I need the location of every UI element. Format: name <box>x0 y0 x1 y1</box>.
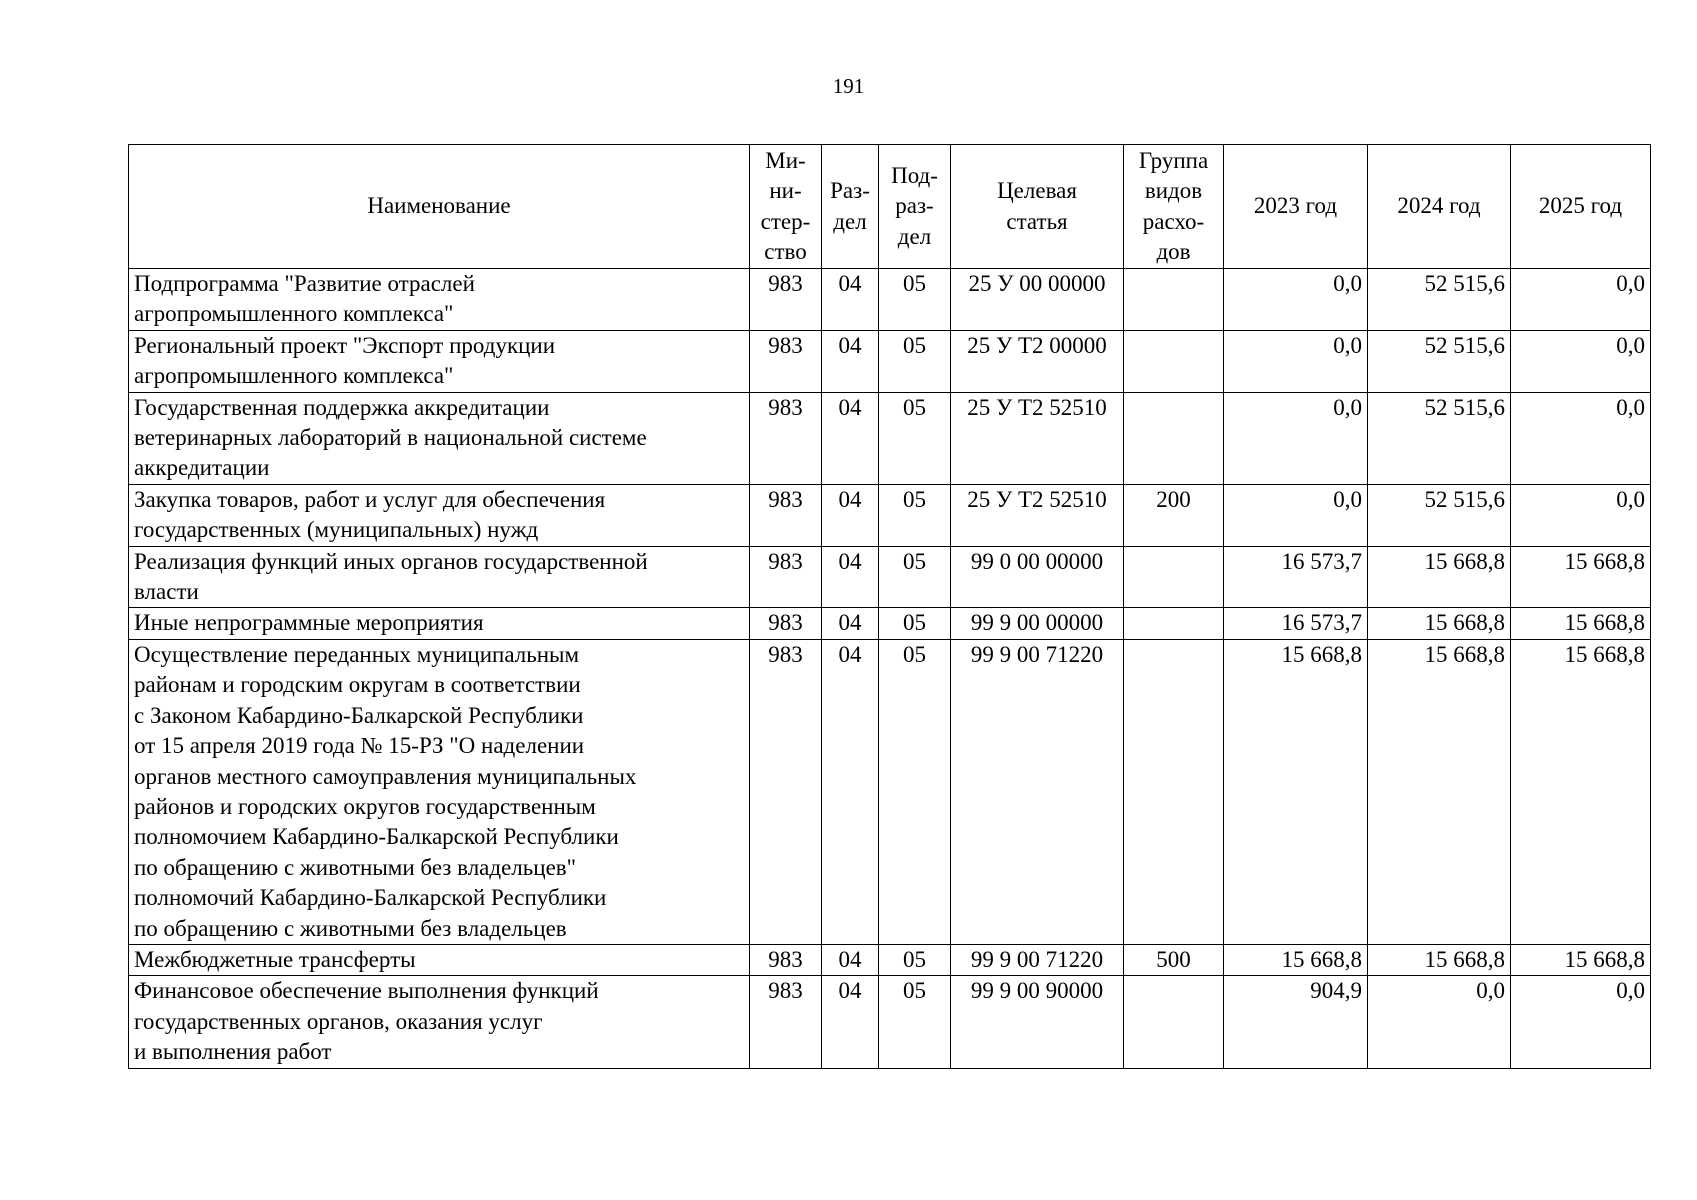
row-2023: 0,0 <box>1224 484 1368 546</box>
row-section: 04 <box>822 608 879 639</box>
row-2024: 52 515,6 <box>1368 269 1511 331</box>
page-number: 191 <box>832 74 865 98</box>
row-group: 200 <box>1124 484 1224 546</box>
row-target: 25 У Т2 00000 <box>951 330 1124 392</box>
row-ministry: 983 <box>750 976 822 1068</box>
row-subsection: 05 <box>879 639 951 944</box>
row-name: Иные непрограммные мероприятия <box>129 608 750 639</box>
row-target: 99 9 00 90000 <box>951 976 1124 1068</box>
row-2025: 15 668,8 <box>1511 546 1651 608</box>
row-subsection: 05 <box>879 330 951 392</box>
header-2025: 2025 год <box>1511 145 1651 269</box>
header-2024: 2024 год <box>1368 145 1511 269</box>
row-2024: 52 515,6 <box>1368 392 1511 484</box>
row-group <box>1124 976 1224 1068</box>
row-group <box>1124 330 1224 392</box>
row-ministry: 983 <box>750 392 822 484</box>
row-ministry: 983 <box>750 608 822 639</box>
row-ministry: 983 <box>750 639 822 944</box>
row-ministry: 983 <box>750 269 822 331</box>
row-2024: 15 668,8 <box>1368 608 1511 639</box>
row-ministry: 983 <box>750 944 822 975</box>
row-section: 04 <box>822 392 879 484</box>
budget-table <box>128 144 1651 1069</box>
row-2023: 0,0 <box>1224 330 1368 392</box>
row-name: Подпрограмма "Развитие отраслей агропромышленного комплекса" <box>129 269 750 331</box>
row-2023: 16 573,7 <box>1224 608 1368 639</box>
row-section: 04 <box>822 976 879 1068</box>
row-2024: 15 668,8 <box>1368 944 1511 975</box>
table-header <box>129 145 1651 269</box>
row-target: 99 0 00 00000 <box>951 546 1124 608</box>
row-2023: 0,0 <box>1224 392 1368 484</box>
row-target: 99 9 00 71220 <box>951 944 1124 975</box>
row-ministry: 983 <box>750 546 822 608</box>
row-2023: 0,0 <box>1224 269 1368 331</box>
table-row <box>129 392 1651 484</box>
table-row <box>129 484 1651 546</box>
row-target: 99 9 00 71220 <box>951 639 1124 944</box>
row-section: 04 <box>822 639 879 944</box>
row-group <box>1124 639 1224 944</box>
row-target: 99 9 00 00000 <box>951 608 1124 639</box>
row-target: 25 У Т2 52510 <box>951 392 1124 484</box>
table-row <box>129 976 1651 1068</box>
row-name: Реализация функций иных органов государственной власти <box>129 546 750 608</box>
row-2024: 0,0 <box>1368 976 1511 1068</box>
header-section: Раз- дел <box>822 145 879 269</box>
row-subsection: 05 <box>879 546 951 608</box>
row-2025: 0,0 <box>1511 330 1651 392</box>
row-subsection: 05 <box>879 392 951 484</box>
row-section: 04 <box>822 546 879 608</box>
header-expense-group: Группа видов расхо- дов <box>1124 145 1224 269</box>
row-group <box>1124 392 1224 484</box>
row-2024: 52 515,6 <box>1368 484 1511 546</box>
row-2023: 904,9 <box>1224 976 1368 1068</box>
row-2025: 0,0 <box>1511 269 1651 331</box>
row-section: 04 <box>822 484 879 546</box>
table-row <box>129 944 1651 975</box>
row-target: 25 У Т2 52510 <box>951 484 1124 546</box>
header-2023: 2023 год <box>1224 145 1368 269</box>
table-body <box>129 269 1651 1069</box>
row-2025: 15 668,8 <box>1511 608 1651 639</box>
row-name: Закупка товаров, работ и услуг для обеспечения государственных (муниципальных) нужд <box>129 484 750 546</box>
row-group <box>1124 608 1224 639</box>
row-group <box>1124 269 1224 331</box>
row-subsection: 05 <box>879 269 951 331</box>
row-2023: 15 668,8 <box>1224 944 1368 975</box>
row-subsection: 05 <box>879 944 951 975</box>
row-subsection: 05 <box>879 484 951 546</box>
row-name: Региональный проект "Экспорт продукции агропромышленного комплекса" <box>129 330 750 392</box>
header-target: Целевая статья <box>951 145 1124 269</box>
row-2025: 15 668,8 <box>1511 639 1651 944</box>
row-group: 500 <box>1124 944 1224 975</box>
header-name: Наименование <box>129 145 750 269</box>
table-row <box>129 546 1651 608</box>
row-2025: 0,0 <box>1511 976 1651 1068</box>
table-row <box>129 269 1651 331</box>
row-ministry: 983 <box>750 484 822 546</box>
row-ministry: 983 <box>750 330 822 392</box>
row-2024: 15 668,8 <box>1368 639 1511 944</box>
row-group <box>1124 546 1224 608</box>
row-2025: 0,0 <box>1511 484 1651 546</box>
row-subsection: 05 <box>879 608 951 639</box>
header-row <box>129 145 1651 269</box>
table-row <box>129 639 1651 944</box>
row-name: Осуществление переданных муниципальным районам и городским округам в соответствии с Законом Кабардино-Балкарской Республики от 15 апреля 2019 года № 15-РЗ "О наделении органов местного самоуправления муниципальных районов и городских округов государственным полномочием Кабардино-Балкарской Республики по обращению с животными без владельцев" полномочий Кабардино-Балкарской Республики по обращению с животными без владельцев <box>129 639 750 944</box>
table-row <box>129 608 1651 639</box>
row-name: Финансовое обеспечение выполнения функций государственных органов, оказания услуг и выполнения работ <box>129 976 750 1068</box>
row-section: 04 <box>822 944 879 975</box>
header-ministry: Ми- ни- стер- ство <box>750 145 822 269</box>
row-section: 04 <box>822 269 879 331</box>
row-2024: 52 515,6 <box>1368 330 1511 392</box>
row-2023: 15 668,8 <box>1224 639 1368 944</box>
header-subsection: Под- раз- дел <box>879 145 951 269</box>
row-2023: 16 573,7 <box>1224 546 1368 608</box>
row-2025: 15 668,8 <box>1511 944 1651 975</box>
row-subsection: 05 <box>879 976 951 1068</box>
row-2025: 0,0 <box>1511 392 1651 484</box>
row-2024: 15 668,8 <box>1368 546 1511 608</box>
table-row <box>129 330 1651 392</box>
row-name: Межбюджетные трансферты <box>129 944 750 975</box>
row-section: 04 <box>822 330 879 392</box>
row-target: 25 У 00 00000 <box>951 269 1124 331</box>
row-name: Государственная поддержка аккредитации ветеринарных лабораторий в национальной системе аккредитации <box>129 392 750 484</box>
